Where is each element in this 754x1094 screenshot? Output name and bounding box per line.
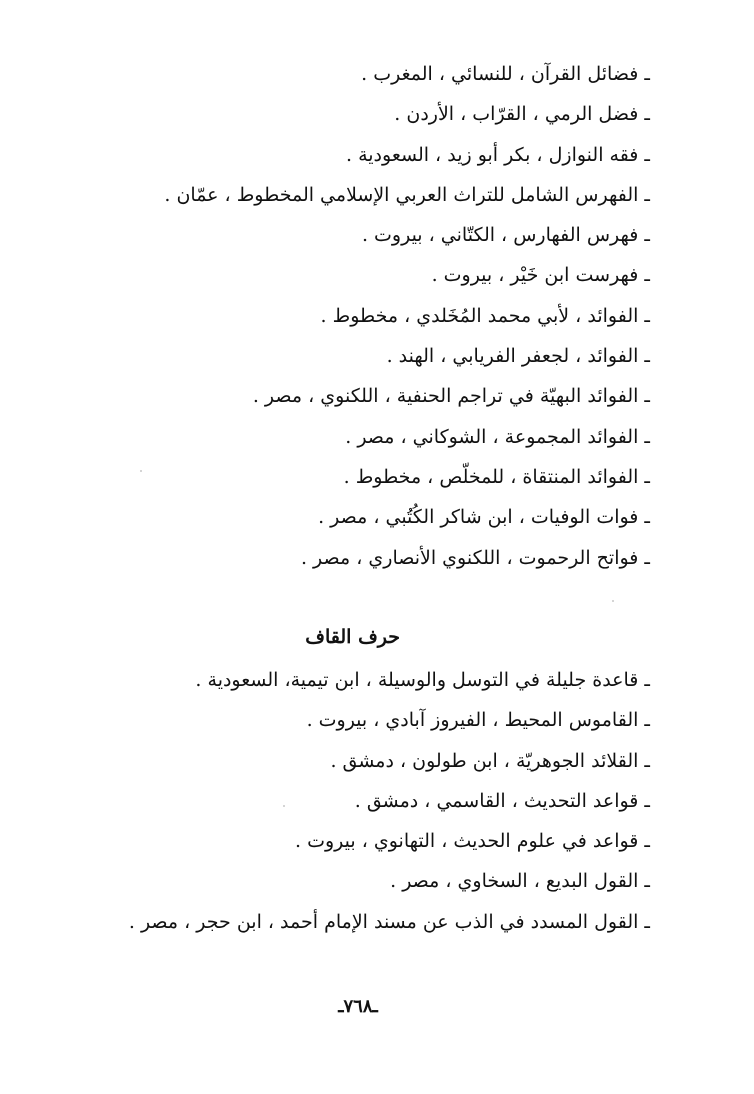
scan-speck — [140, 470, 142, 472]
section-fa-list — [90, 54, 650, 578]
list-item: ـ القاموس المحيط ، الفيروز آبادي ، بيروت . — [306, 709, 650, 732]
list-item: ـ قواعد في علوم الحديث ، التهانوي ، بيروت . — [295, 830, 650, 853]
list-item: ـ الفوائد ، لأبي محمد المُخَلدي ، مخطوط . — [320, 304, 650, 327]
scan-speck — [283, 805, 285, 807]
list-item: ـ الفهرس الشامل للتراث العربي الإسلامي المخطوط ، عمّان . — [164, 183, 650, 206]
list-item: ـ فقه النوازل ، بكر أبو زيد ، السعودية . — [346, 143, 650, 166]
section-qaf-list — [90, 660, 650, 942]
list-item: ـ قواعد التحديث ، القاسمي ، دمشق . — [354, 789, 650, 812]
list-item: ـ فهرست ابن خَيْر ، بيروت . — [431, 264, 650, 287]
list-item: ـ فواتح الرحموت ، اللكنوي الأنصاري ، مصر . — [300, 546, 650, 569]
list-item: ـ فضل الرمي ، القرّاب ، الأردن . — [394, 103, 650, 126]
list-item: ـ فضائل القرآن ، للنسائي ، المغرب . — [361, 63, 650, 85]
list-item: ـ الفوائد المنتقاة ، للمخلّص ، مخطوط . — [343, 465, 650, 488]
list-item: ـ فوات الوفيات ، ابن شاكر الكُتُبي ، مصر . — [318, 506, 650, 529]
section-heading: حرف القاف — [305, 626, 400, 648]
list-item: ـ الفوائد البهيّة في تراجم الحنفية ، اللكنوي ، مصر . — [252, 385, 650, 408]
list-item: ـ الفوائد المجموعة ، الشوكاني ، مصر . — [345, 425, 650, 448]
list-item: ـ القول المسدد في الذب عن مسند الإمام أحمد ، ابن حجر ، مصر . — [128, 910, 650, 933]
page-number: ـ٧٦٨ـ — [338, 996, 378, 1017]
list-item: ـ فهرس الفهارس ، الكتّاني ، بيروت . — [361, 224, 650, 247]
scan-speck — [612, 600, 614, 602]
list-item: ـ القول البديع ، السخاوي ، مصر . — [390, 870, 650, 893]
list-item: ـ الفوائد ، لجعفر الفريابي ، الهند . — [386, 345, 650, 368]
list-item: ـ قاعدة جليلة في التوسل والوسيلة ، ابن تيمية، السعودية . — [195, 669, 650, 691]
list-item: ـ القلائد الجوهريّة ، ابن طولون ، دمشق . — [330, 749, 650, 772]
